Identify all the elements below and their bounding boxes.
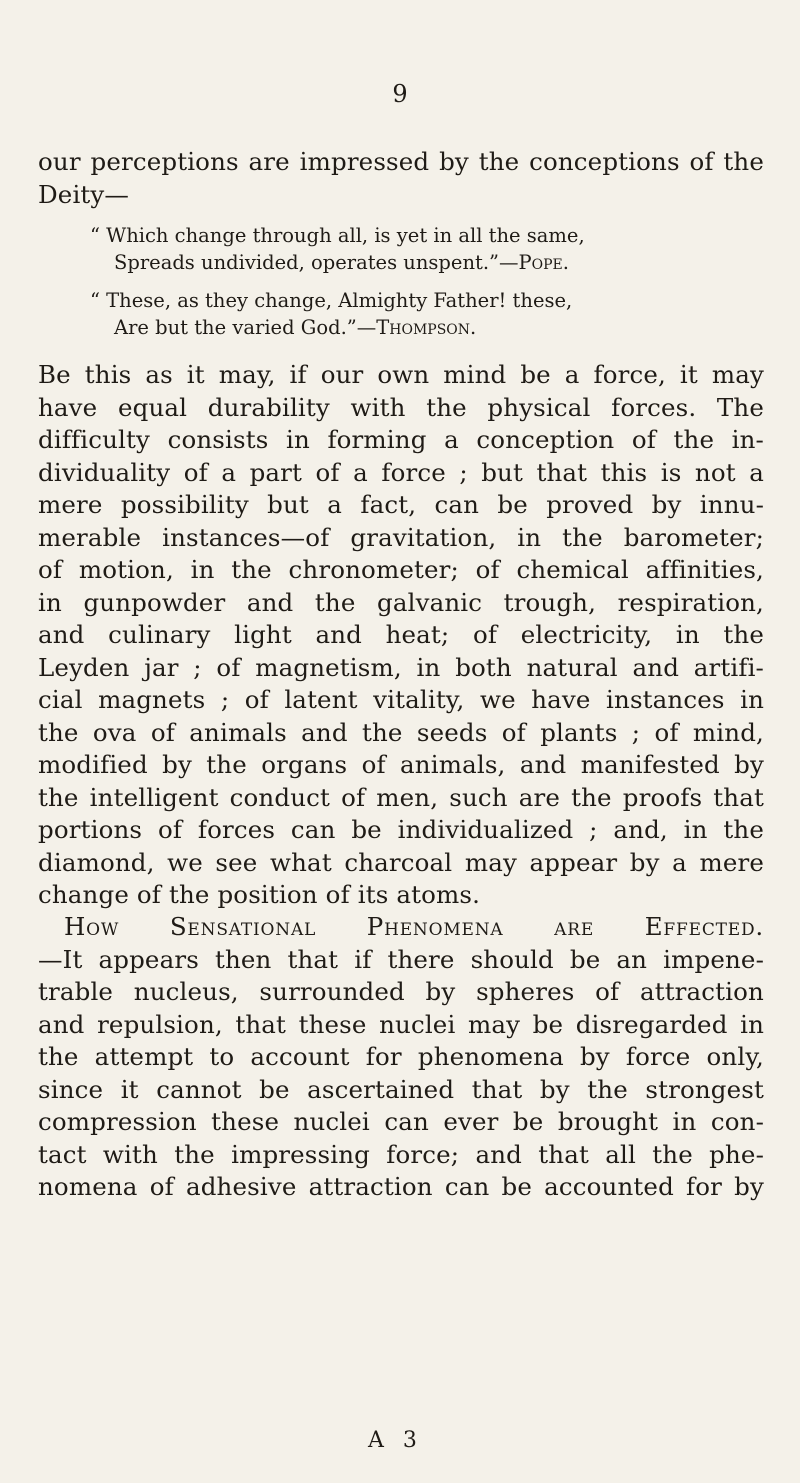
- text-line: since it cannot be ascertained that by the strongest: [38, 1074, 764, 1104]
- opening-text: [38, 146, 764, 211]
- quote-line: “ Which change through all, is yet in all the same,: [90, 224, 585, 247]
- text-line: compression these nuclei can ever be brought in con-: [38, 1107, 764, 1136]
- section-heading: How Sensational Phenomena are Effected.: [64, 912, 764, 941]
- text-line: have equal durability with the physical forces. The: [38, 392, 764, 422]
- quote-line-text: Spreads undivided, operates unspent.”—: [114, 251, 519, 274]
- text-line: our perceptions are impressed by the conceptions of the: [38, 147, 764, 176]
- text-line: difficulty consists in forming a conception of the in-: [38, 425, 764, 454]
- text-line: —It appears then that if there should be an impene-: [38, 944, 764, 974]
- text-line: the ova of animals and the seeds of plants ; of mind,: [38, 717, 764, 747]
- text-line: nomena of adhesive attraction can be accounted for by: [38, 1172, 764, 1201]
- paragraph-1: [38, 359, 764, 912]
- text-line: the intelligent conduct of men, such are the proofs that: [38, 782, 764, 812]
- text-line: Be this as it may, if our own mind be a force, it may: [38, 360, 764, 389]
- text-line: change of the position of its atoms.: [38, 880, 481, 909]
- quote-line: [90, 314, 780, 341]
- text-line: of motion, in the chronometer; of chemical affinities,: [38, 555, 764, 584]
- quote-line: [90, 249, 780, 276]
- text-line: portions of forces can be individualized ; and, in the: [38, 815, 764, 844]
- quote-pope: [90, 222, 780, 276]
- text-line: diamond, we see what charcoal may appear by a mere: [38, 847, 764, 877]
- text-line: tact with the impressing force; and that all the phe-: [38, 1139, 764, 1169]
- page-number: 9: [392, 80, 408, 108]
- quote-author: Pope.: [518, 251, 569, 274]
- quote-line-text: Are but the varied God.”—: [114, 316, 377, 339]
- text-line: Deity—: [38, 179, 130, 209]
- quote-line: “ These, as they change, Almighty Father! these,: [90, 289, 573, 312]
- quote-thompson: [90, 287, 780, 341]
- text-line: merable instances—of gravitation, in the barometer;: [38, 522, 764, 552]
- text-line: and repulsion, that these nuclei may be disregarded in: [38, 1009, 764, 1039]
- section-block: [38, 911, 764, 1204]
- text-line: the attempt to account for phenomena by force only,: [38, 1042, 764, 1071]
- text-line: Leyden jar ; of magnetism, in both natural and artifi-: [38, 652, 764, 682]
- text-line: trable nucleus, surrounded by spheres of attraction: [38, 977, 764, 1006]
- text-line: cial magnets ; of latent vitality, we have instances in: [38, 685, 764, 714]
- text-line: dividuality of a part of a force ; but that this is not a: [38, 457, 764, 487]
- text-line: and culinary light and heat; of electricity, in the: [38, 620, 764, 649]
- text-line: mere possibility but a fact, can be proved by innu-: [38, 490, 764, 519]
- quote-author: Thompson.: [376, 316, 477, 339]
- signature-mark: A 3: [368, 1428, 423, 1453]
- text-line: modified by the organs of animals, and manifested by: [38, 750, 764, 779]
- text-line: in gunpowder and the galvanic trough, respiration,: [38, 587, 764, 617]
